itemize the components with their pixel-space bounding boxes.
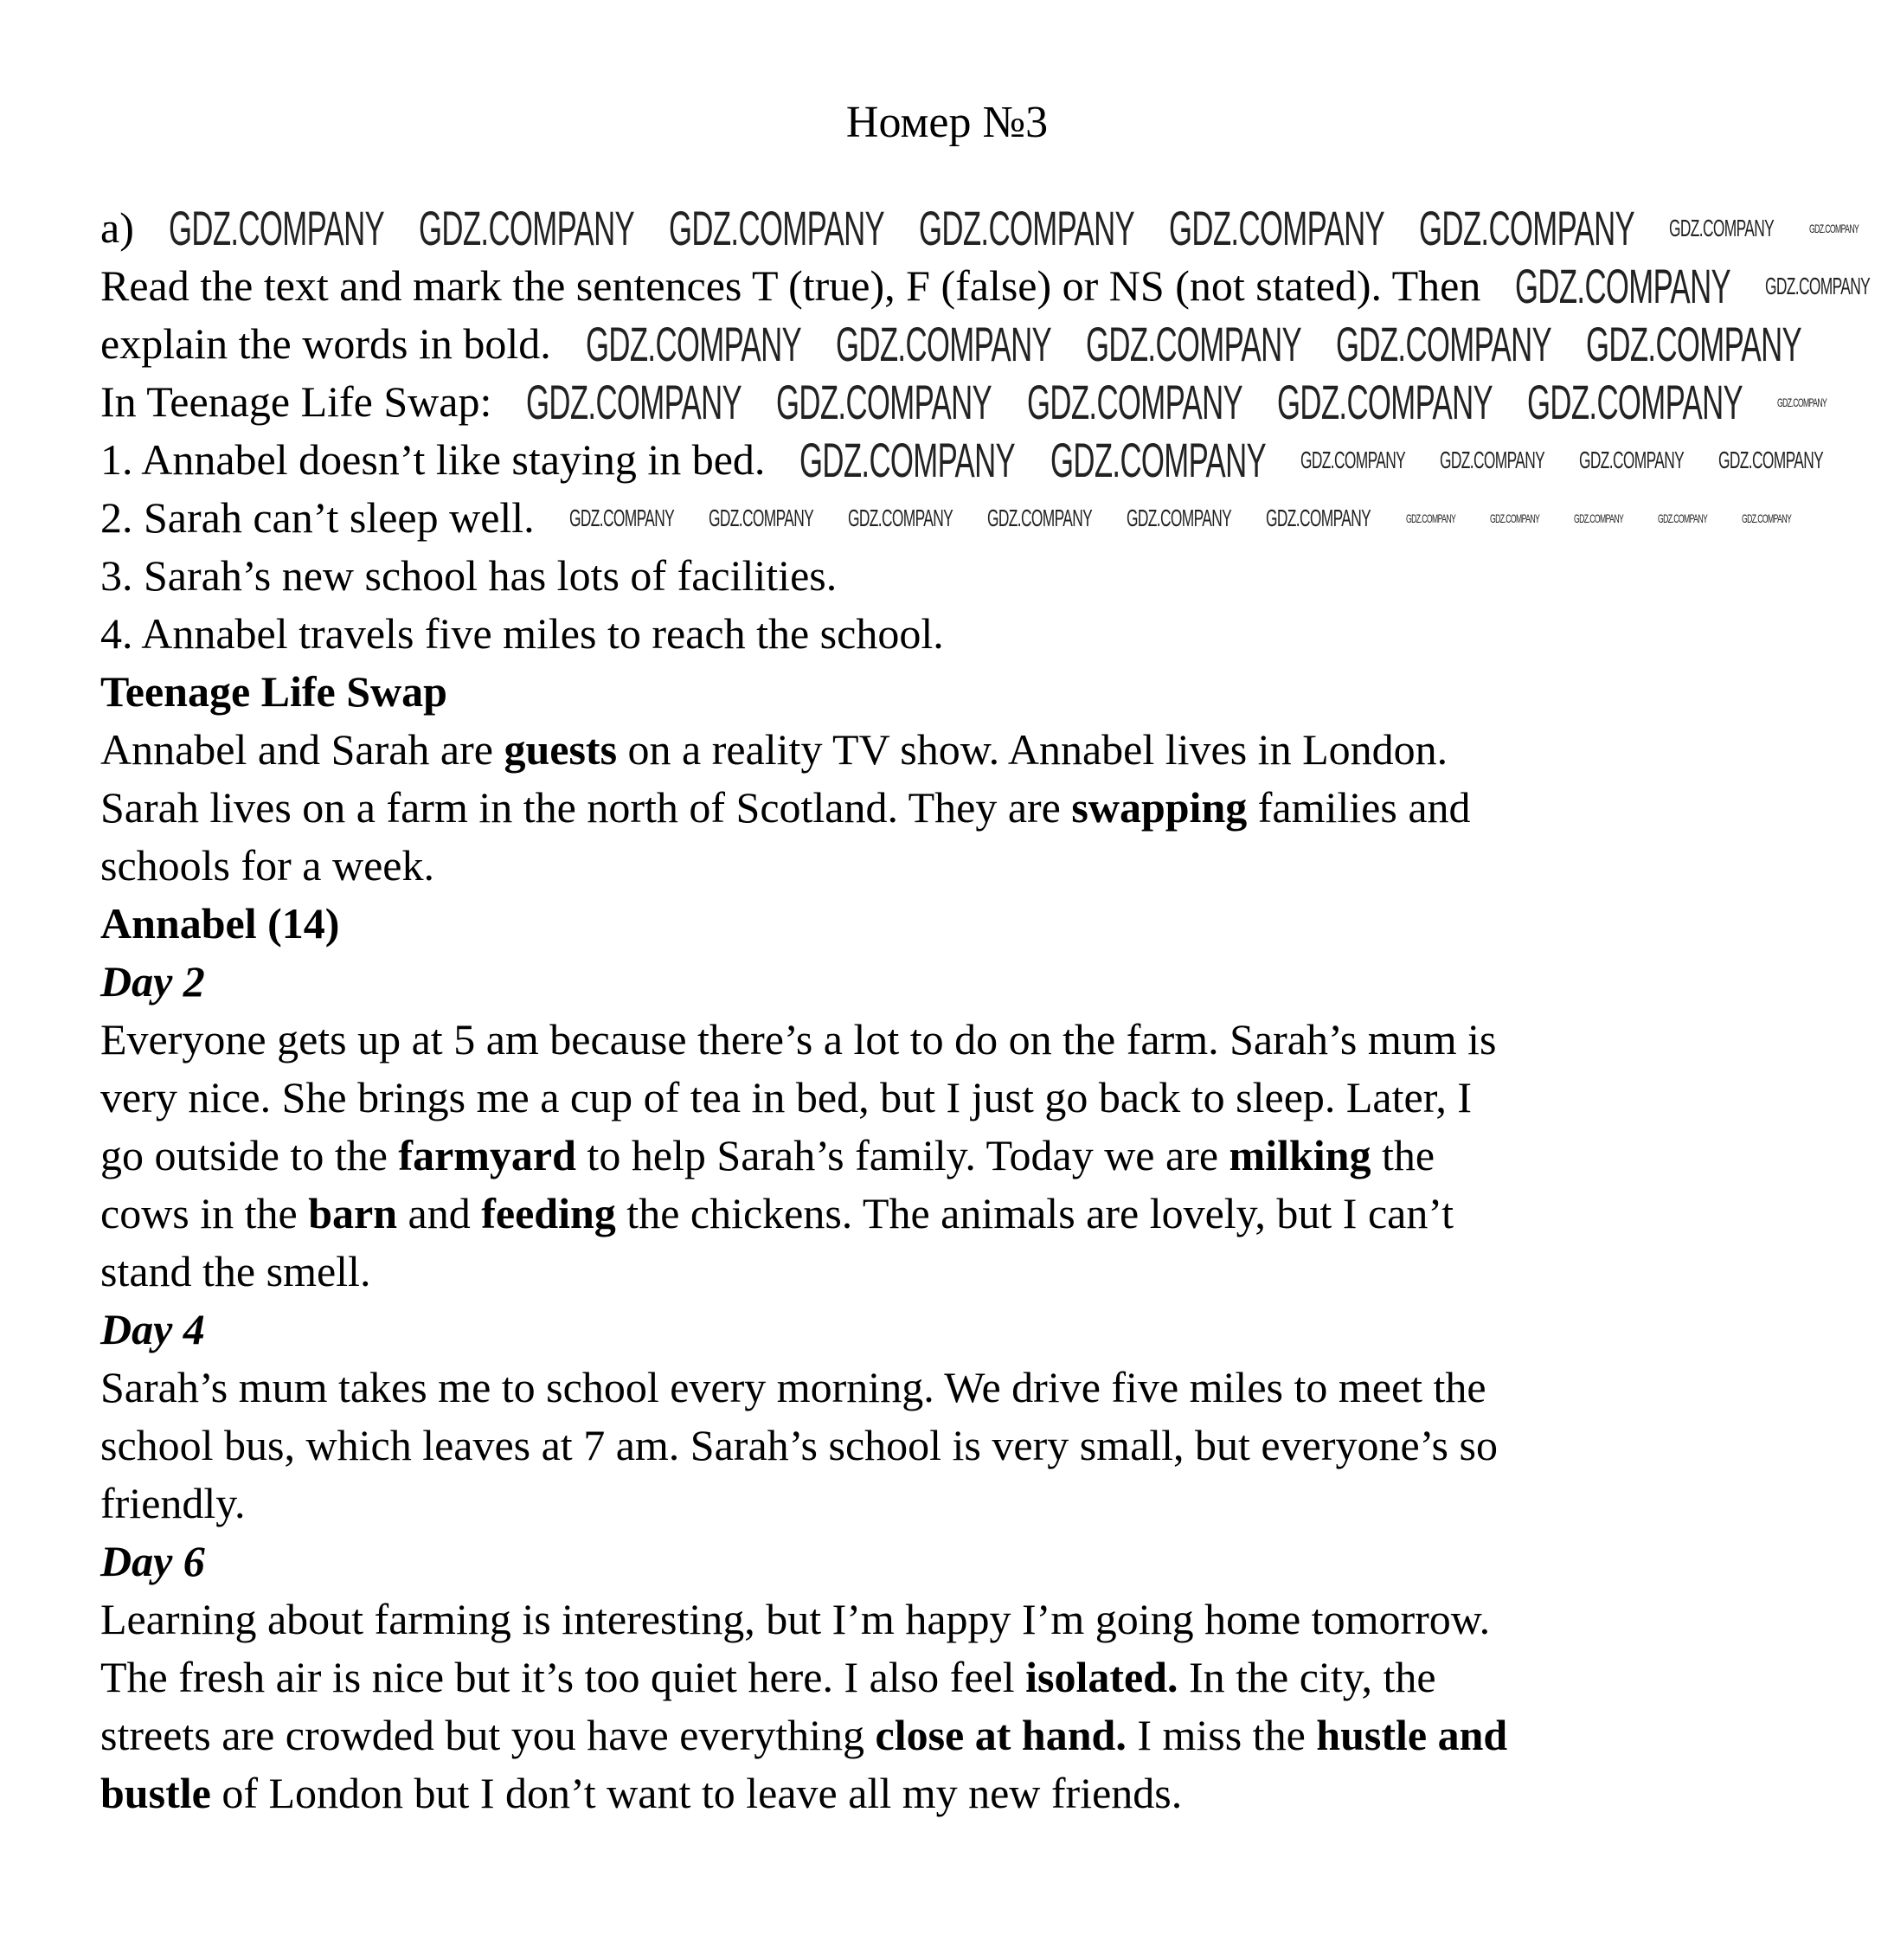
text-line	[100, 1533, 1507, 1590]
text-line	[100, 953, 1507, 1011]
watermark: GDZ.COMPANY	[776, 374, 992, 429]
text-line	[100, 605, 1507, 663]
text-segment: to help Sarah’s family. Today we are	[575, 1131, 1229, 1179]
text-segment: stand the smell.	[100, 1247, 371, 1295]
text-segment: In Teenage Life Swap:	[100, 377, 492, 426]
text-segment: a)	[100, 203, 134, 252]
text-line	[100, 663, 1507, 721]
watermark: GDZ.COMPANY	[708, 504, 813, 531]
watermark: GDZ.COMPANY	[418, 200, 635, 255]
bold-text: Day 6	[100, 1537, 205, 1585]
text-segment: Annabel and Sarah are	[100, 725, 504, 774]
watermark: GDZ.COMPANY	[987, 504, 1093, 531]
text-segment: families and	[1247, 783, 1471, 832]
text-segment: the	[1371, 1131, 1435, 1179]
watermark: GDZ.COMPANY	[1586, 316, 1802, 371]
text-segment: school bus, which leaves at 7 am. Sarah’s school is very small, but everyone’s so	[100, 1421, 1498, 1469]
bold-text: hustle and	[1316, 1711, 1508, 1759]
page-title: Номер №3	[845, 98, 1049, 147]
bold-text: feeding	[481, 1189, 616, 1237]
watermark: GDZ.COMPANY	[1419, 200, 1635, 255]
text-line	[100, 837, 1507, 895]
watermark: GDZ.COMPANY	[1127, 504, 1232, 531]
text-line	[100, 1706, 1507, 1764]
watermark: GDZ.COMPANY	[1439, 446, 1544, 473]
text-line	[100, 721, 1507, 779]
text-line	[100, 1648, 1507, 1706]
bold-text: guests	[504, 725, 618, 774]
text-line	[100, 1011, 1507, 1069]
text-segment: In the city, the	[1178, 1653, 1436, 1701]
watermark: GDZ.COMPANY	[1658, 511, 1708, 525]
text-line	[100, 1590, 1507, 1648]
text-segment: explain the words in bold.	[100, 319, 551, 368]
bold-text: close at hand.	[875, 1711, 1127, 1759]
text-line	[100, 895, 1507, 953]
text-segment: 4. Annabel travels five miles to reach the school.	[100, 609, 944, 658]
watermark: GDZ.COMPANY	[1578, 446, 1685, 473]
text-segment: of London but I don’t want to leave all my new friends.	[210, 1769, 1183, 1817]
text-line	[100, 779, 1507, 837]
text-segment: Sarah’s mum takes me to school every morning. We drive five miles to meet the	[100, 1363, 1486, 1411]
text-segment: go outside to the	[100, 1131, 399, 1179]
watermark: GDZ.COMPANY	[1515, 258, 1731, 313]
bold-text: Day 4	[100, 1305, 205, 1353]
watermark: GDZ.COMPANY	[1669, 214, 1775, 241]
text-line	[100, 257, 1507, 315]
watermark: GDZ.COMPANY	[1169, 200, 1385, 255]
bold-text: swapping	[1071, 783, 1248, 832]
bold-text: milking	[1229, 1131, 1371, 1179]
text-line	[100, 1127, 1507, 1185]
watermark: GDZ.COMPANY	[1050, 432, 1266, 487]
bold-text: farmyard	[398, 1131, 576, 1179]
text-segment: streets are crowded but you have everything	[100, 1711, 876, 1759]
text-line	[100, 1764, 1507, 1822]
text-line	[100, 1359, 1507, 1417]
watermark: GDZ.COMPANY	[1405, 511, 1455, 525]
text-segment: very nice. She brings me a cup of tea in bed, but I just go back to sleep. Later, I	[100, 1073, 1473, 1121]
text-line	[100, 1243, 1507, 1301]
watermark: GDZ.COMPANY	[1765, 272, 1871, 299]
watermark: GDZ.COMPANY	[1276, 374, 1493, 429]
watermark: GDZ.COMPANY	[568, 504, 674, 531]
bold-text: Teenage Life Swap	[100, 667, 447, 716]
text-segment: the chickens. The animals are lovely, but I can’t	[615, 1189, 1454, 1237]
text-segment: I miss the	[1126, 1711, 1317, 1759]
watermark: GDZ.COMPANY	[669, 200, 885, 255]
text-line	[100, 1475, 1507, 1533]
text-line	[100, 1069, 1507, 1127]
watermark: GDZ.COMPANY	[1300, 446, 1405, 473]
watermark: GDZ.COMPANY	[1573, 511, 1624, 525]
text-segment: Read the text and mark the sentences T (true), F (false) or NS (not stated). Then	[100, 261, 1481, 310]
watermark: GDZ.COMPANY	[585, 316, 801, 371]
text-line	[100, 1185, 1507, 1243]
bold-text: bustle	[100, 1769, 211, 1817]
watermark: GDZ.COMPANY	[835, 316, 1051, 371]
bold-text: isolated.	[1025, 1653, 1178, 1701]
watermark: GDZ.COMPANY	[1776, 395, 1827, 409]
text-segment: The fresh air is nice but it’s too quiet here. I also feel	[100, 1653, 1026, 1701]
watermark: GDZ.COMPANY	[1718, 446, 1824, 473]
watermark: GDZ.COMPANY	[168, 200, 384, 255]
watermark: GDZ.COMPANY	[1336, 316, 1552, 371]
watermark: GDZ.COMPANY	[1489, 511, 1539, 525]
text-segment: and	[397, 1189, 482, 1237]
watermark: GDZ.COMPANY	[1026, 374, 1242, 429]
watermark: GDZ.COMPANY	[1742, 511, 1792, 525]
watermark: GDZ.COMPANY	[847, 504, 953, 531]
text-segment: 1. Annabel doesn’t like staying in bed.	[100, 435, 766, 484]
text-segment: Everyone gets up at 5 am because there’s a lot to do on the farm. Sarah’s mum is	[100, 1015, 1497, 1064]
watermark: GDZ.COMPANY	[1085, 316, 1302, 371]
bold-text: barn	[308, 1189, 398, 1237]
watermark: GDZ.COMPANY	[1266, 504, 1371, 531]
bold-text: Annabel (14)	[100, 899, 340, 948]
watermark: GDZ.COMPANY	[919, 200, 1135, 255]
text-segment: 3. Sarah’s new school has lots of facilities.	[100, 551, 838, 600]
text-line	[100, 1301, 1507, 1359]
text-segment: 2. Sarah can’t sleep well.	[100, 493, 535, 542]
watermark: GDZ.COMPANY	[526, 374, 742, 429]
text-segment: friendly.	[100, 1479, 246, 1527]
text-segment: on a reality TV show. Annabel lives in London.	[617, 725, 1448, 774]
text-line	[100, 1417, 1507, 1475]
text-segment: cows in the	[100, 1189, 309, 1237]
bold-text: Day 2	[100, 957, 205, 1006]
text-segment: Learning about farming is interesting, but I’m happy I’m going home tomorrow.	[100, 1595, 1491, 1643]
watermark: GDZ.COMPANY	[1808, 221, 1859, 235]
text-segment: schools for a week.	[100, 841, 434, 890]
watermark: GDZ.COMPANY	[799, 432, 1016, 487]
text-line	[100, 547, 1507, 605]
watermark: GDZ.COMPANY	[1526, 374, 1743, 429]
text-segment: Sarah lives on a farm in the north of Scotland. They are	[100, 783, 1072, 832]
